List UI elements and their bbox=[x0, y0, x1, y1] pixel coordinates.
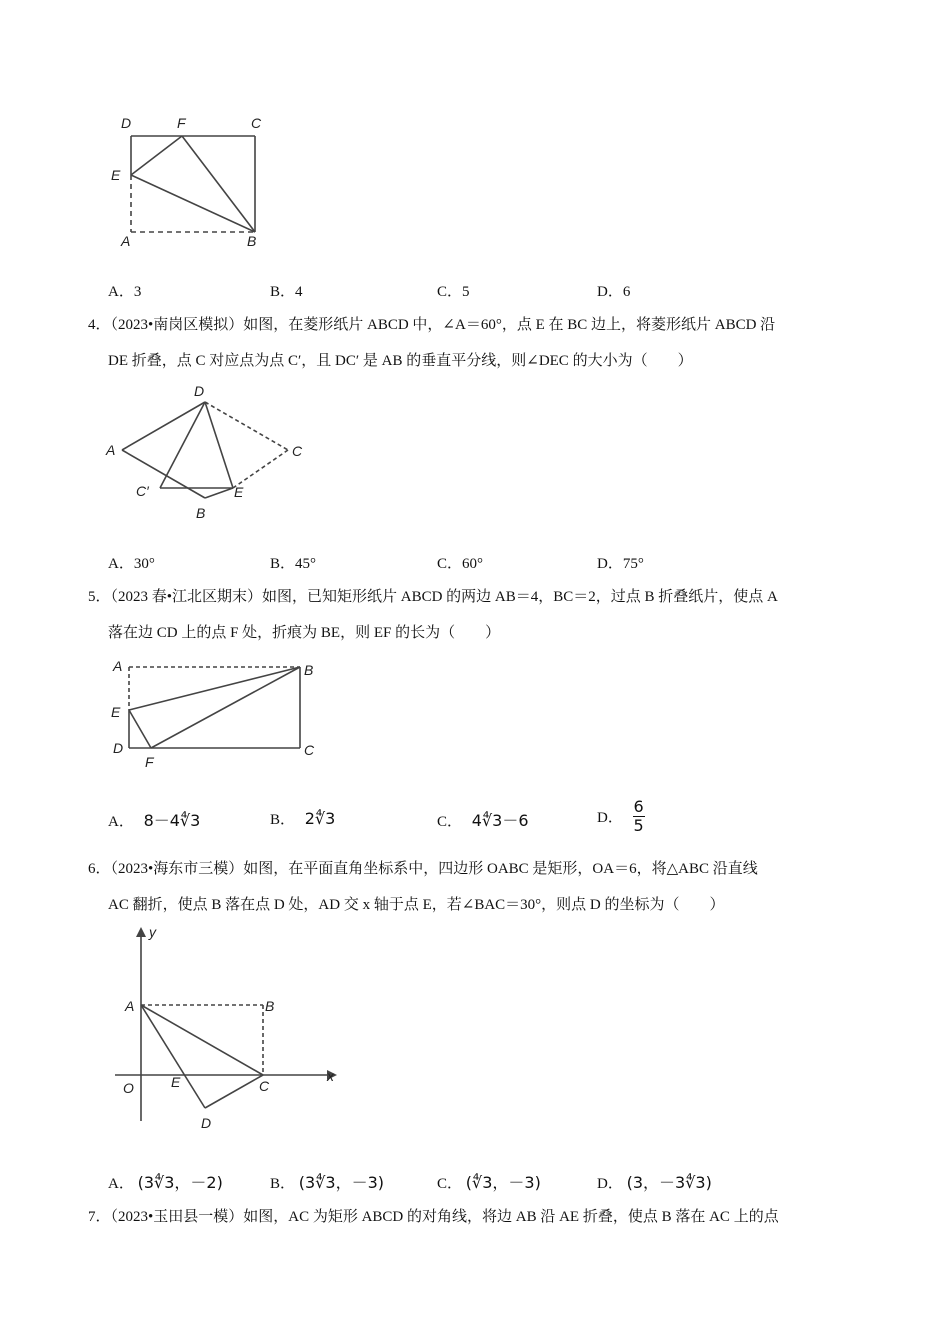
q4-stem-line1: 4．（2023•南岗区模拟）如图，在菱形纸片 ABCD 中，∠A＝60°，点 E 在 BC 边上，将菱形纸片 ABCD 沿 bbox=[88, 317, 776, 333]
q6-option-a-label: A． bbox=[108, 1176, 134, 1192]
q4-option-d[interactable]: D．75° bbox=[597, 556, 644, 572]
q6-option-b[interactable] bbox=[270, 1170, 384, 1193]
q7-stem-line1: 7．（2023•玉田县一模）如图，AC 为矩形 ABCD 的对角线，将边 AB 沿 AE 折叠，使点 B 落在 AC 上的点 bbox=[88, 1209, 779, 1225]
q5-label-d: D bbox=[113, 740, 124, 756]
q4-label-d: D bbox=[194, 383, 205, 399]
y-axis-arrow-icon bbox=[136, 927, 146, 937]
q5-option-c[interactable] bbox=[437, 808, 529, 831]
q5-option-d-denominator: 5 bbox=[633, 816, 644, 835]
q5-option-b-value: 2∜3 bbox=[304, 809, 336, 828]
q4-label-c-prime: C′ bbox=[136, 483, 149, 499]
q3-option-d[interactable]: D．6 bbox=[597, 284, 631, 300]
q5-option-b-label: B． bbox=[270, 812, 296, 828]
q6-option-b-label: B． bbox=[270, 1176, 296, 1192]
q5-option-d[interactable] bbox=[597, 798, 645, 835]
q5-label-e: E bbox=[111, 704, 121, 720]
q6-option-c-value: (∜3，－3) bbox=[465, 1173, 541, 1192]
q5-option-a-value: 8－4∜3 bbox=[143, 811, 201, 830]
q6-stem-line1: 6．（2023•海东市三模）如图，在平面直角坐标系中，四边形 OABC 是矩形，OA＝6，将△ABC 沿直线 bbox=[88, 861, 758, 877]
q6-label-x: x bbox=[327, 1068, 334, 1084]
q6-option-c-label: C． bbox=[437, 1176, 463, 1192]
q6-option-d-value: (3，－3∜3) bbox=[626, 1173, 712, 1192]
q4-figure bbox=[100, 380, 310, 520]
q5-label-f: F bbox=[145, 754, 154, 770]
q6-label-e: E bbox=[171, 1074, 181, 1090]
q3-label-f: F bbox=[177, 115, 186, 131]
q6-stem-line2: AC 翻折，使点 B 落在点 D 处，AD 交 x 轴于点 E，若∠BAC＝30°，则点 D 的坐标为（ ） bbox=[108, 897, 725, 913]
q5-label-c: C bbox=[304, 742, 315, 758]
q6-label-a: A bbox=[125, 998, 135, 1014]
q6-option-b-value: (3∜3，－3) bbox=[298, 1173, 384, 1192]
q5-stem-line1: 5．（2023 春•江北区期末）如图，已知矩形纸片 ABCD 的两边 AB＝4，BC＝2，过点 B 折叠纸片，使点 A bbox=[88, 589, 778, 605]
q3-label-c: C bbox=[251, 115, 262, 131]
q4-label-b: B bbox=[196, 505, 206, 521]
q4-label-a: A bbox=[106, 442, 116, 458]
q3-label-b: B bbox=[247, 233, 257, 249]
q5-option-d-numerator: 6 bbox=[633, 797, 644, 816]
q3-option-b[interactable]: B．4 bbox=[270, 284, 303, 300]
q5-option-a-label: A． bbox=[108, 814, 134, 830]
q5-figure bbox=[105, 655, 335, 770]
q4-label-e: E bbox=[234, 484, 244, 500]
q6-option-a[interactable] bbox=[108, 1170, 223, 1193]
q5-label-b: B bbox=[304, 662, 314, 678]
q6-figure bbox=[105, 925, 345, 1135]
q3-label-a: A bbox=[121, 233, 131, 249]
q3-option-a[interactable]: A．3 bbox=[108, 284, 142, 300]
q4-label-c: C bbox=[292, 443, 303, 459]
q3-option-c[interactable]: C．5 bbox=[437, 284, 470, 300]
q3-figure bbox=[105, 110, 285, 255]
q5-label-a: A bbox=[113, 658, 123, 674]
q4-option-a[interactable]: A．30° bbox=[108, 556, 155, 572]
q4-stem-line2: DE 折叠，点 C 对应点为点 C′，且 DC′ 是 AB 的垂直平分线，则∠DEC 的大小为（ ） bbox=[108, 353, 693, 369]
q5-option-c-label: C． bbox=[437, 814, 463, 830]
q4-option-c[interactable]: C．60° bbox=[437, 556, 484, 572]
q6-label-d: D bbox=[201, 1115, 212, 1131]
q3-label-e: E bbox=[111, 167, 121, 183]
q5-stem-line2: 落在边 CD 上的点 F 处，折痕为 BE，则 EF 的长为（ ） bbox=[108, 625, 501, 641]
q6-option-a-value: (3∜3，－2) bbox=[137, 1173, 223, 1192]
q6-option-c[interactable] bbox=[437, 1170, 541, 1193]
q6-label-o: O bbox=[123, 1080, 134, 1096]
q5-option-d-label: D． bbox=[597, 810, 623, 826]
q6-label-y: y bbox=[149, 924, 156, 940]
q6-label-b: B bbox=[265, 998, 275, 1014]
q4-option-b[interactable]: B．45° bbox=[270, 556, 317, 572]
q5-option-d-fraction bbox=[633, 798, 645, 835]
q5-option-a[interactable] bbox=[108, 808, 200, 831]
q6-option-d-label: D． bbox=[597, 1176, 623, 1192]
q6-label-c: C bbox=[259, 1078, 270, 1094]
q3-label-d: D bbox=[121, 115, 132, 131]
q6-option-d[interactable] bbox=[597, 1170, 712, 1193]
q5-option-c-value: 4∜3－6 bbox=[471, 811, 529, 830]
q5-option-b[interactable] bbox=[270, 808, 335, 829]
